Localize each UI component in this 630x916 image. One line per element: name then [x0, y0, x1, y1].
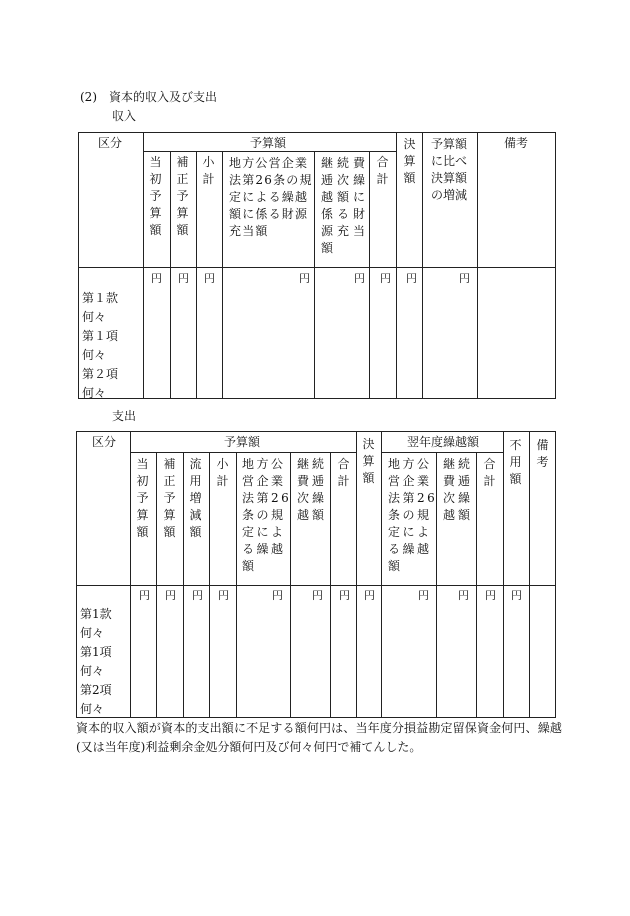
expense-yen-subtotal: 円 [218, 589, 229, 602]
list-item: 何々 [80, 702, 105, 716]
income-header-budget: 予算額 [250, 136, 287, 150]
expense-header-supplementary: 補正予算額 [163, 457, 176, 539]
expense-header-budget: 予算額 [224, 435, 261, 449]
expense-row-labels [80, 605, 112, 719]
list-item: 何々 [80, 664, 105, 678]
income-header-remarks: 備考 [504, 136, 529, 150]
expense-yen-unused: 円 [511, 589, 522, 602]
expense-header-next-carryover: 地方公 営企業 法第26 条の規 定によ る繰越 額 [388, 457, 438, 573]
income-header-diff: 予算額 に比べ 決算額 の増減 [431, 137, 468, 202]
list-item: 第１款 [82, 291, 119, 305]
income-header-total: 合計 [376, 155, 389, 186]
income-yen-subtotal: 円 [204, 272, 215, 285]
list-item: 何々 [80, 626, 105, 640]
expense-header-next-continuing: 継続 費逓 次繰 越額 [443, 457, 474, 522]
income-label: 収入 [112, 109, 137, 123]
income-yen-diff: 円 [459, 272, 470, 285]
list-item: 何々 [82, 348, 107, 362]
income-yen-settlement: 円 [406, 272, 417, 285]
expense-header-continuing: 継続 費逓 次繰 越額 [297, 457, 328, 522]
income-yen-total: 円 [380, 272, 391, 285]
income-header-kubun: 区分 [98, 136, 123, 150]
expense-yen-total: 円 [339, 589, 350, 602]
list-item: 何々 [82, 386, 107, 400]
list-item: 第1項 [80, 645, 112, 659]
note-line-1: 資本的収入額が資本的支出額に不足する額何円は、当年度分損益勘定留保資金何円、繰越 [76, 721, 563, 735]
income-header-initial: 当初予算額 [149, 155, 162, 237]
income-header-supplementary: 補正予算額 [176, 155, 189, 237]
expense-header-subtotal: 小計 [216, 457, 229, 488]
expense-header-settlement: 決算額 [362, 437, 375, 485]
expense-header-next-total: 合計 [483, 457, 496, 488]
income-header-continuing: 継続費 逓次繰 越額に 係る財 源充当 額 [321, 156, 370, 255]
list-item: 第2項 [80, 683, 112, 697]
expense-yen-flow: 円 [192, 589, 203, 602]
expense-yen-continuing: 円 [312, 589, 323, 602]
expense-label: 支出 [112, 409, 137, 423]
expense-header-flow: 流用増減額 [189, 457, 202, 539]
expense-header-total: 合計 [337, 457, 350, 488]
list-item: 第1款 [80, 607, 112, 621]
note-line-2: (又は当年度)利益剰余金処分額何円及び何々何円で補てんした。 [76, 740, 422, 754]
expense-header-carryover: 地方公 営企業 法第26 条の規 定によ る繰越 額 [242, 457, 292, 573]
section-heading: (2) 資本的収入及び支出 [80, 90, 217, 104]
expense-yen-settlement: 円 [364, 589, 375, 602]
income-header-carryover: 地方公営企業 法第26条の規 定による繰越 額に係る財源 充当額 [229, 156, 313, 238]
income-header-settlement: 決算額 [403, 137, 416, 185]
expense-yen-next-carryover: 円 [418, 589, 429, 602]
expense-yen-next-total: 円 [485, 589, 496, 602]
income-yen-continuing: 円 [354, 272, 365, 285]
list-item: 第２項 [82, 367, 119, 381]
expense-header-kubun: 区分 [92, 435, 117, 449]
expense-header-unused: 不用額 [509, 438, 522, 486]
expense-header-initial: 当初予算額 [136, 457, 149, 539]
income-header-subtotal: 小計 [202, 155, 215, 186]
expense-yen-next-continuing: 円 [458, 589, 469, 602]
income-yen-carryover: 円 [299, 272, 310, 285]
expense-yen-carryover: 円 [272, 589, 283, 602]
income-row-labels [82, 289, 118, 403]
list-item: 何々 [82, 310, 107, 324]
expense-header-remarks: 備考 [536, 438, 549, 469]
expense-header-next-year: 翌年度繰越額 [407, 435, 480, 449]
income-yen-initial: 円 [151, 272, 162, 285]
expense-yen-initial: 円 [139, 589, 150, 602]
income-yen-supplementary: 円 [178, 272, 189, 285]
expense-yen-supplementary: 円 [165, 589, 176, 602]
list-item: 第１項 [82, 329, 119, 343]
